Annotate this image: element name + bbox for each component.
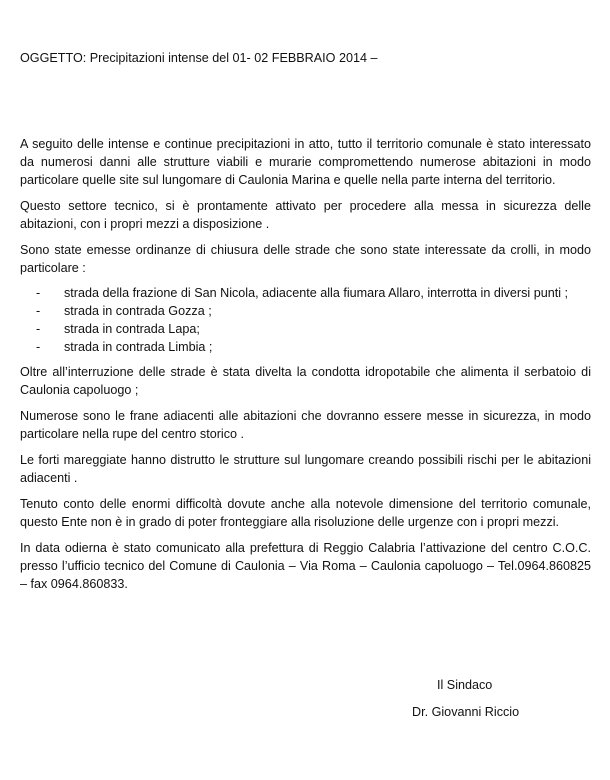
- paragraph-sea-storms: Le forti mareggiate hanno distrutto le strutture sul lungomare creando possibili rischi per le abitazioni adiacenti .: [20, 453, 591, 485]
- list-item: [20, 284, 591, 302]
- list-item: [20, 302, 591, 320]
- signature-role: Il Sindaco: [437, 678, 493, 692]
- document-body: [20, 135, 591, 601]
- list-item: [20, 338, 591, 356]
- paragraph-road-closures: Sono state emesse ordinanze di chiusura delle strade che sono state interessate da crolli, in modo particolare :: [20, 243, 591, 275]
- list-item-text: strada in contrada Gozza ;: [64, 304, 212, 318]
- list-bullet: -: [36, 286, 41, 300]
- closed-streets-list: [20, 284, 591, 356]
- list-bullet: -: [36, 340, 41, 354]
- list-item-text: strada in contrada Limbia ;: [64, 340, 213, 354]
- paragraph-damage-overview: A seguito delle intense e continue precipitazioni in atto, tutto il territorio comunale è stato interessato da numerosi danni alle strutture viabili e murarie compromettendo numerose abitazioni in modo particolare quelle site sul lungomare di Caulonia Marina e quelle nella parte interna del territorio.: [20, 137, 591, 187]
- paragraph-coc-activation: In data odierna è stato comunicato alla prefettura di Reggio Calabria l’attivazione del centro C.O.C. presso l’ufficio tecnico del Comune di Caulonia – Via Roma – Caulonia capoluogo – Tel.0964.860825 – fax 0964.860833.: [20, 541, 591, 591]
- signature-name: Dr. Giovanni Riccio: [412, 705, 520, 719]
- paragraph-difficulties: Tenuto conto delle enormi difficoltà dovute anche alla notevole dimensione del territorio comunale, questo Ente non è in grado di poter fronteggiare alla risoluzione delle urgenze con i propri mezzi.: [20, 497, 591, 529]
- list-item-text: strada della frazione di San Nicola, adiacente alla fiumara Allaro, interrotta in diversi punti ;: [64, 286, 569, 300]
- paragraph-technical-sector: Questo settore tecnico, si è prontamente attivato per procedere alla messa in sicurezza delle abitazioni, con i propri mezzi a disposizione .: [20, 199, 591, 231]
- list-bullet: -: [36, 304, 41, 318]
- list-item: [20, 320, 591, 338]
- document-subject: OGGETTO: Precipitazioni intense del 01- 02 FEBBRAIO 2014 –: [20, 51, 378, 65]
- paragraph-water-pipe: Oltre all’interruzione delle strade è stata divelta la condotta idropotabile che alimenta il serbatoio di Caulonia capoluogo ;: [20, 365, 591, 397]
- paragraph-landslides: Numerose sono le frane adiacenti alle abitazioni che dovranno essere messe in sicurezza, in modo particolare nella rupe del centro storico .: [20, 409, 591, 441]
- list-bullet: -: [36, 322, 41, 336]
- list-item-text: strada in contrada Lapa;: [64, 322, 200, 336]
